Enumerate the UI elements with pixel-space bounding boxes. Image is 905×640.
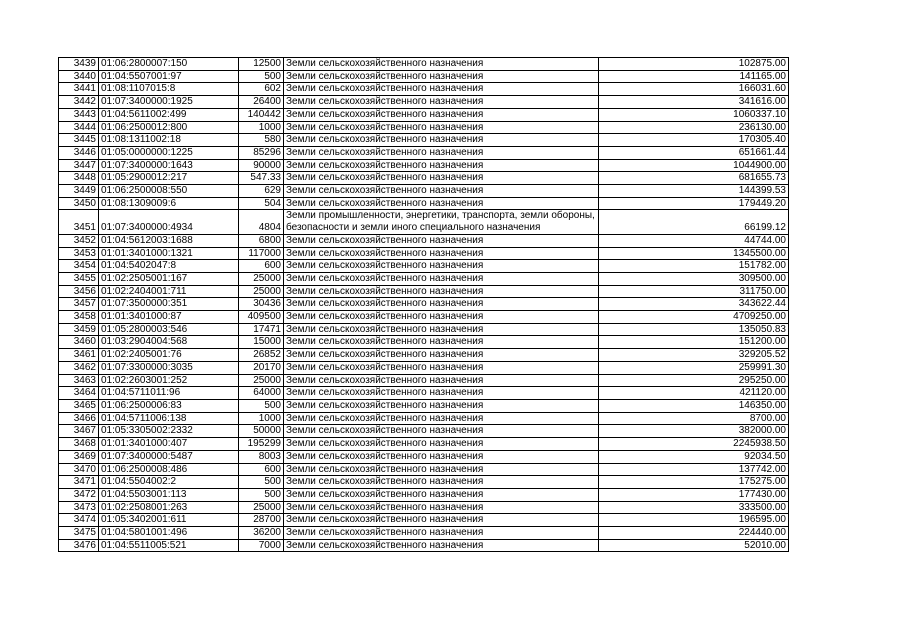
land-category-cell: Земли сельскохозяйственного назначения [284,172,599,185]
cadastral-number-cell: 01:02:2505001:167 [99,272,239,285]
land-category-cell: Земли сельскохозяйственного назначения [284,539,599,552]
cadastral-value-cell: 651661.44 [599,146,789,159]
cadastral-number-cell: 01:02:2404001:711 [99,285,239,298]
land-category-cell: Земли сельскохозяйственного назначения [284,108,599,121]
table-row [59,108,789,121]
cadastral-value-cell: 146350.00 [599,399,789,412]
cadastral-number-cell: 01:03:2904004:568 [99,336,239,349]
land-category-cell: Земли сельскохозяйственного назначения [284,272,599,285]
cadastral-value-cell: 333500.00 [599,501,789,514]
row-number-cell: 3470 [59,463,99,476]
table-row [59,96,789,109]
cadastral-value-cell: 44744.00 [599,234,789,247]
cadastral-value-cell: 2245938.50 [599,438,789,451]
area-cell: 195299 [239,438,284,451]
land-category-cell: Земли сельскохозяйственного назначения [284,323,599,336]
row-number-cell: 3449 [59,185,99,198]
cadastral-number-cell: 01:01:3401000:1321 [99,247,239,260]
row-number-cell: 3442 [59,96,99,109]
table-row [59,70,789,83]
land-category-cell: Земли сельскохозяйственного назначения [284,412,599,425]
cadastral-number-cell: 01:06:2500008:550 [99,185,239,198]
cadastral-value-cell: 329205.52 [599,349,789,362]
cadastral-value-cell: 166031.60 [599,83,789,96]
cadastral-value-cell: 382000.00 [599,425,789,438]
table-row [59,159,789,172]
land-category-cell: Земли сельскохозяйственного назначения [284,83,599,96]
land-category-cell: Земли сельскохозяйственного назначения [284,501,599,514]
cadastral-value-cell: 144399.53 [599,185,789,198]
cadastral-number-cell: 01:06:2500008:486 [99,463,239,476]
area-cell: 117000 [239,247,284,260]
land-category-cell: Земли сельскохозяйственного назначения [284,134,599,147]
area-cell: 629 [239,185,284,198]
table-row [59,298,789,311]
table-row [59,349,789,362]
area-cell: 28700 [239,514,284,527]
row-number-cell: 3464 [59,387,99,400]
area-cell: 25000 [239,272,284,285]
row-number-cell: 3455 [59,272,99,285]
row-number-cell: 3453 [59,247,99,260]
land-parcels-table [58,57,789,552]
table-row [59,172,789,185]
row-number-cell: 3446 [59,146,99,159]
cadastral-number-cell: 01:01:3401000:87 [99,311,239,324]
land-category-cell: Земли сельскохозяйственного назначения [284,450,599,463]
area-cell: 1000 [239,121,284,134]
cadastral-value-cell: 151200.00 [599,336,789,349]
row-number-cell: 3448 [59,172,99,185]
land-category-cell: Земли сельскохозяйственного назначения [284,247,599,260]
land-category-cell: Земли сельскохозяйственного назначения [284,285,599,298]
table-row [59,387,789,400]
table-row [59,234,789,247]
table-row [59,463,789,476]
cadastral-number-cell: 01:06:2500012:800 [99,121,239,134]
row-number-cell: 3460 [59,336,99,349]
cadastral-number-cell: 01:06:2800007:150 [99,58,239,71]
table-row [59,121,789,134]
row-number-cell: 3459 [59,323,99,336]
table-row [59,185,789,198]
cadastral-value-cell: 196595.00 [599,514,789,527]
area-cell: 600 [239,463,284,476]
land-category-cell: Земли сельскохозяйственного назначения [284,159,599,172]
cadastral-number-cell: 01:01:3401000:407 [99,438,239,451]
area-cell: 4804 [239,210,284,234]
cadastral-value-cell: 1345500.00 [599,247,789,260]
cadastral-value-cell: 681655.73 [599,172,789,185]
area-cell: 1000 [239,412,284,425]
area-cell: 25000 [239,285,284,298]
cadastral-value-cell: 311750.00 [599,285,789,298]
area-cell: 30436 [239,298,284,311]
area-cell: 504 [239,197,284,210]
row-number-cell: 3475 [59,527,99,540]
row-number-cell: 3466 [59,412,99,425]
cadastral-value-cell: 309500.00 [599,272,789,285]
area-cell: 500 [239,488,284,501]
land-category-cell: Земли сельскохозяйственного назначения [284,185,599,198]
table-row [59,83,789,96]
cadastral-number-cell: 01:07:3400000:1925 [99,96,239,109]
cadastral-number-cell: 01:02:2508001:263 [99,501,239,514]
land-category-cell: Земли сельскохозяйственного назначения [284,311,599,324]
row-number-cell: 3450 [59,197,99,210]
row-number-cell: 3439 [59,58,99,71]
table-row [59,425,789,438]
row-number-cell: 3463 [59,374,99,387]
cadastral-value-cell: 102875.00 [599,58,789,71]
cadastral-number-cell: 01:04:5503001:113 [99,488,239,501]
table-row [59,311,789,324]
cadastral-number-cell: 01:04:5801001:496 [99,527,239,540]
table-row [59,210,789,234]
row-number-cell: 3458 [59,311,99,324]
row-number-cell: 3440 [59,70,99,83]
cadastral-value-cell: 236130.00 [599,121,789,134]
row-number-cell: 3462 [59,361,99,374]
table-row [59,412,789,425]
row-number-cell: 3441 [59,83,99,96]
land-category-cell: Земли сельскохозяйственного назначения [284,387,599,400]
land-category-cell: Земли промышленности, энергетики, транспорта, земли обороны, безопасности и земли иного специального назначения [284,210,599,234]
area-cell: 85296 [239,146,284,159]
cadastral-number-cell: 01:07:3300000:3035 [99,361,239,374]
cadastral-number-cell: 01:05:0000000:1225 [99,146,239,159]
table-row [59,285,789,298]
cadastral-number-cell: 01:07:3400000:1643 [99,159,239,172]
table-row [59,450,789,463]
area-cell: 500 [239,70,284,83]
row-number-cell: 3444 [59,121,99,134]
row-number-cell: 3476 [59,539,99,552]
cadastral-value-cell: 170305.40 [599,134,789,147]
cadastral-number-cell: 01:05:2900012:217 [99,172,239,185]
table-row [59,260,789,273]
area-cell: 50000 [239,425,284,438]
cadastral-value-cell: 295250.00 [599,374,789,387]
row-number-cell: 3456 [59,285,99,298]
table-row [59,438,789,451]
area-cell: 26852 [239,349,284,362]
cadastral-value-cell: 151782.00 [599,260,789,273]
cadastral-value-cell: 1060337.10 [599,108,789,121]
land-category-cell: Земли сельскохозяйственного назначения [284,488,599,501]
cadastral-value-cell: 343622.44 [599,298,789,311]
row-number-cell: 3467 [59,425,99,438]
cadastral-number-cell: 01:04:5507001:97 [99,70,239,83]
cadastral-value-cell: 4709250.00 [599,311,789,324]
area-cell: 500 [239,476,284,489]
row-number-cell: 3451 [59,210,99,234]
cadastral-value-cell: 141165.00 [599,70,789,83]
cadastral-value-cell: 135050.83 [599,323,789,336]
land-category-cell: Земли сельскохозяйственного назначения [284,146,599,159]
area-cell: 140442 [239,108,284,121]
area-cell: 64000 [239,387,284,400]
cadastral-number-cell: 01:04:5611002:499 [99,108,239,121]
area-cell: 600 [239,260,284,273]
cadastral-number-cell: 01:07:3400000:5487 [99,450,239,463]
area-cell: 500 [239,399,284,412]
cadastral-value-cell: 92034.50 [599,450,789,463]
row-number-cell: 3445 [59,134,99,147]
area-cell: 26400 [239,96,284,109]
land-category-cell: Земли сельскохозяйственного назначения [284,514,599,527]
cadastral-value-cell: 421120.00 [599,387,789,400]
area-cell: 17471 [239,323,284,336]
table-row [59,272,789,285]
area-cell: 25000 [239,501,284,514]
area-cell: 602 [239,83,284,96]
cadastral-number-cell: 01:04:5612003:1688 [99,234,239,247]
table-row [59,476,789,489]
area-cell: 15000 [239,336,284,349]
land-category-cell: Земли сельскохозяйственного назначения [284,234,599,247]
land-category-cell: Земли сельскохозяйственного назначения [284,197,599,210]
table-row [59,197,789,210]
table-row [59,374,789,387]
cadastral-number-cell: 01:04:5511005:521 [99,539,239,552]
cadastral-number-cell: 01:04:5711011:96 [99,387,239,400]
table-row [59,514,789,527]
row-number-cell: 3443 [59,108,99,121]
cadastral-number-cell: 01:04:5711006:138 [99,412,239,425]
table-row [59,399,789,412]
land-category-cell: Земли сельскохозяйственного назначения [284,260,599,273]
cadastral-number-cell: 01:08:1107015:8 [99,83,239,96]
land-category-cell: Земли сельскохозяйственного назначения [284,374,599,387]
land-category-cell: Земли сельскохозяйственного назначения [284,425,599,438]
cadastral-value-cell: 8700.00 [599,412,789,425]
land-category-cell: Земли сельскохозяйственного назначения [284,463,599,476]
area-cell: 12500 [239,58,284,71]
cadastral-value-cell: 177430.00 [599,488,789,501]
table-row [59,527,789,540]
row-number-cell: 3471 [59,476,99,489]
table-body [59,58,789,552]
cadastral-value-cell: 259991.30 [599,361,789,374]
cadastral-value-cell: 52010.00 [599,539,789,552]
table-row [59,58,789,71]
area-cell: 8003 [239,450,284,463]
cadastral-value-cell: 175275.00 [599,476,789,489]
table-row [59,134,789,147]
cadastral-number-cell: 01:08:1311002:18 [99,134,239,147]
row-number-cell: 3452 [59,234,99,247]
land-category-cell: Земли сельскохозяйственного назначения [284,336,599,349]
cadastral-number-cell: 01:05:2800003:546 [99,323,239,336]
area-cell: 547.33 [239,172,284,185]
cadastral-number-cell: 01:07:3400000:4934 [99,210,239,234]
cadastral-value-cell: 137742.00 [599,463,789,476]
row-number-cell: 3469 [59,450,99,463]
cadastral-number-cell: 01:02:2603001:252 [99,374,239,387]
table-row [59,361,789,374]
land-category-cell: Земли сельскохозяйственного назначения [284,527,599,540]
row-number-cell: 3465 [59,399,99,412]
row-number-cell: 3472 [59,488,99,501]
table-row [59,336,789,349]
cadastral-number-cell: 01:06:2500006:83 [99,399,239,412]
cadastral-number-cell: 01:02:2405001:76 [99,349,239,362]
table-row [59,501,789,514]
land-category-cell: Земли сельскохозяйственного назначения [284,438,599,451]
area-cell: 409500 [239,311,284,324]
cadastral-number-cell: 01:05:3402001:611 [99,514,239,527]
table-row [59,247,789,260]
land-category-cell: Земли сельскохозяйственного назначения [284,298,599,311]
land-category-cell: Земли сельскохозяйственного назначения [284,121,599,134]
area-cell: 580 [239,134,284,147]
cadastral-number-cell: 01:04:5504002:2 [99,476,239,489]
cadastral-number-cell: 01:07:3500000:351 [99,298,239,311]
row-number-cell: 3474 [59,514,99,527]
cadastral-value-cell: 1044900.00 [599,159,789,172]
land-category-cell: Земли сельскохозяйственного назначения [284,96,599,109]
cadastral-value-cell: 66199.12 [599,210,789,234]
row-number-cell: 3461 [59,349,99,362]
cadastral-number-cell: 01:04:5402047:8 [99,260,239,273]
cadastral-value-cell: 224440.00 [599,527,789,540]
land-category-cell: Земли сельскохозяйственного назначения [284,361,599,374]
row-number-cell: 3457 [59,298,99,311]
cadastral-value-cell: 341616.00 [599,96,789,109]
land-category-cell: Земли сельскохозяйственного назначения [284,70,599,83]
cadastral-number-cell: 01:08:1309009:6 [99,197,239,210]
row-number-cell: 3473 [59,501,99,514]
area-cell: 20170 [239,361,284,374]
land-category-cell: Земли сельскохозяйственного назначения [284,476,599,489]
row-number-cell: 3447 [59,159,99,172]
land-category-cell: Земли сельскохозяйственного назначения [284,349,599,362]
cadastral-value-cell: 179449.20 [599,197,789,210]
area-cell: 25000 [239,374,284,387]
table-row [59,146,789,159]
table-row [59,539,789,552]
cadastral-number-cell: 01:05:3305002:2332 [99,425,239,438]
area-cell: 36200 [239,527,284,540]
row-number-cell: 3454 [59,260,99,273]
area-cell: 90000 [239,159,284,172]
area-cell: 6800 [239,234,284,247]
table-row [59,323,789,336]
land-category-cell: Земли сельскохозяйственного назначения [284,58,599,71]
row-number-cell: 3468 [59,438,99,451]
land-category-cell: Земли сельскохозяйственного назначения [284,399,599,412]
table-row [59,488,789,501]
area-cell: 7000 [239,539,284,552]
